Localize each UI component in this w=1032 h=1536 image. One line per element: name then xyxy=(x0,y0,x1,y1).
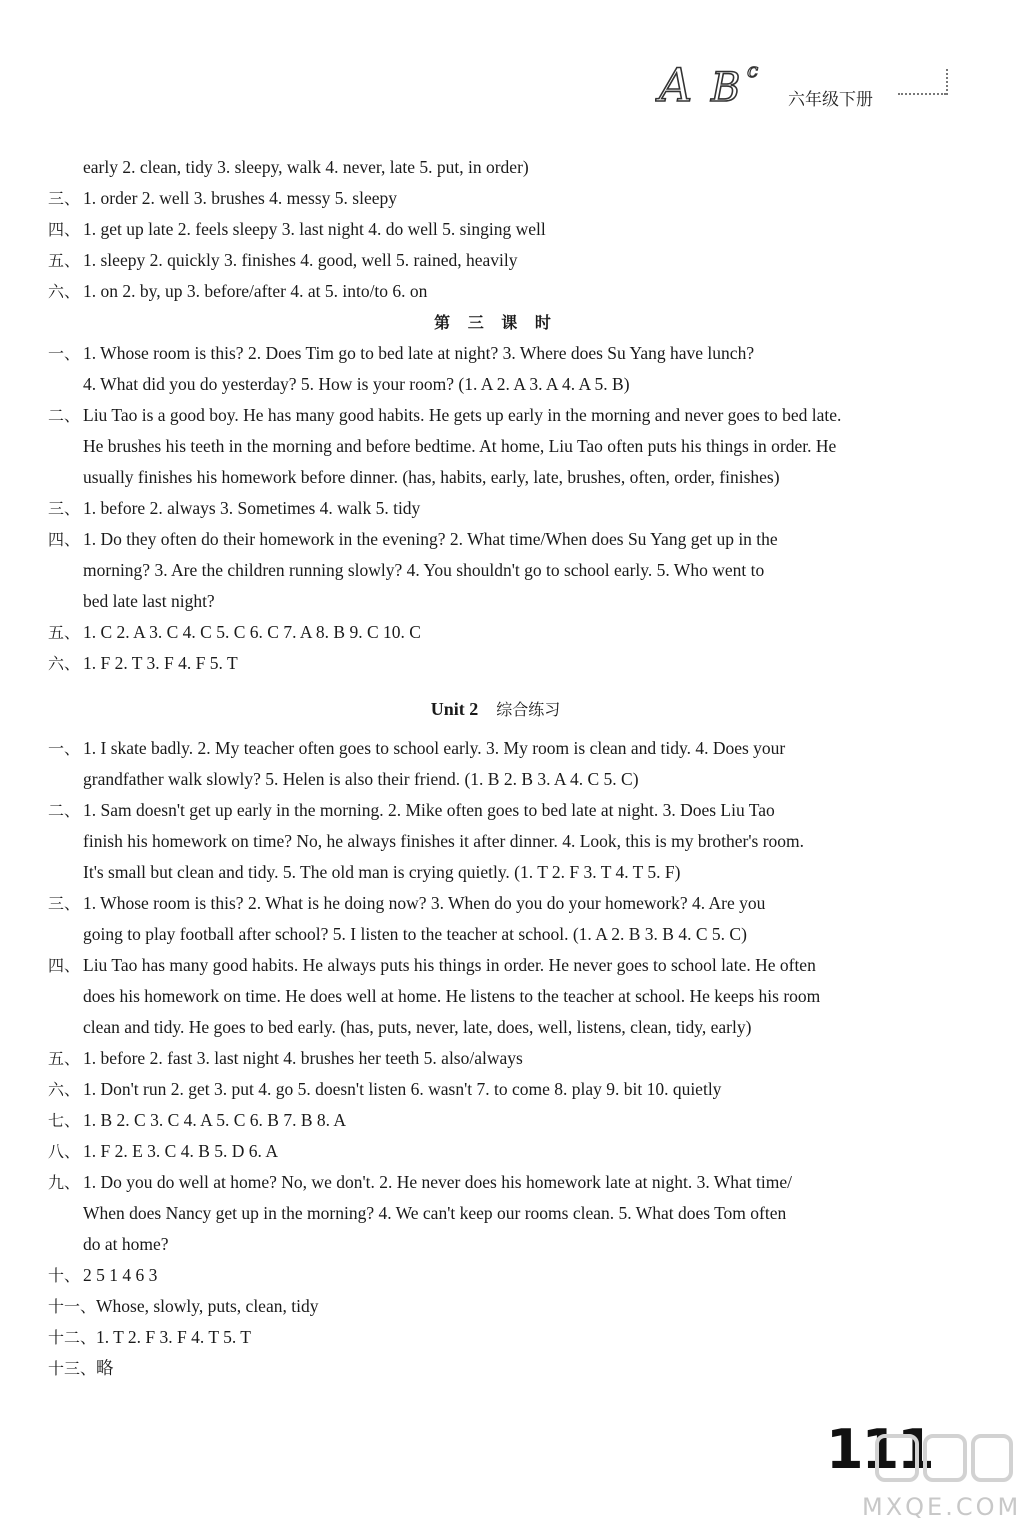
ab-logo-icon xyxy=(655,55,785,110)
svg-text:A: A xyxy=(659,58,693,110)
answer-line: 十三、 略 xyxy=(48,1358,114,1378)
answer-line: grandfather walk slowly? 5. Helen is also their friend. (1. B 2. B 3. A 4. C 5. C) xyxy=(83,769,639,789)
answer-line: 二、 1. Sam doesn't get up early in the morning. 2. Mike often goes to bed late at night. 3. Does Liu Tao xyxy=(48,800,775,820)
answer-line: 四、 Liu Tao has many good habits. He always puts his things in order. He never goes to school late. He often xyxy=(48,955,816,975)
answer-line: 五、 1. before 2. fast 3. last night 4. brushes her teeth 5. also/always xyxy=(48,1048,523,1068)
answer-line: 六、 1. Don't run 2. get 3. put 4. go 5. doesn't listen 6. wasn't 7. to come 8. play 9. bit 10. quietly xyxy=(48,1079,722,1099)
answer-line: does his homework on time. He does well at home. He listens to the teacher at school. He keeps his room xyxy=(83,986,821,1006)
answer-line: finish his homework on time? No, he always finishes it after dinner. 4. Look, this is my brother's room. xyxy=(83,831,805,851)
answer-line: 三、 1. Whose room is this? 2. What is he doing now? 3. When do you do your homework? 4. Are you xyxy=(48,893,766,913)
answer-line: 五、 1. C 2. A 3. C 4. C 5. C 6. C 7. A 8. B 9. C 10. C xyxy=(48,622,421,642)
lesson-heading: 第 三 课 时 xyxy=(434,313,557,332)
answer-line: do at home? xyxy=(83,1234,169,1254)
answer-line: early 2. clean, tidy 3. sleepy, walk 4. never, late 5. put, in order) xyxy=(83,157,529,177)
answer-line: morning? 3. Are the children running slowly? 4. You shouldn't go to school early. 5. Who went to xyxy=(83,560,765,580)
answer-line: usually finishes his homework before dinner. (has, habits, early, late, brushes, often, order, finishes) xyxy=(83,467,780,487)
answer-line: When does Nancy get up in the morning? 4. We can't keep our rooms clean. 5. What does Tom often xyxy=(83,1203,787,1223)
unit-title: Unit 2 xyxy=(430,699,479,719)
answer-line: 六、 1. on 2. by, up 3. before/after 4. at 5. into/to 6. on xyxy=(48,281,428,301)
unit-subtitle: 综合练习 xyxy=(496,700,561,719)
header-dotted-edge xyxy=(946,69,948,95)
answer-line: 4. What did you do yesterday? 5. How is your room? (1. A 2. A 3. A 4. A 5. B) xyxy=(83,374,630,394)
answer-line: 五、 1. sleepy 2. quickly 3. finishes 4. good, well 5. rained, heavily xyxy=(48,250,518,270)
answer-line: 二、 Liu Tao is a good boy. He has many good habits. He gets up early in the morning and never goes to bed late. xyxy=(48,405,842,425)
answer-line: He brushes his teeth in the morning and before bedtime. At home, Liu Tao often puts his things in order. He xyxy=(83,436,837,456)
answer-line: going to play football after school? 5. I listen to the teacher at school. (1. A 2. B 3. B 4. C 5. C) xyxy=(83,924,747,944)
header-dotted-line xyxy=(898,93,946,95)
page-number: 111 xyxy=(826,1418,933,1481)
answer-line: 四、 1. Do they often do their homework in the evening? 2. What time/When does Su Yang get up in the xyxy=(48,529,778,549)
answer-line: bed late last night? xyxy=(83,591,215,611)
page-header xyxy=(655,55,955,115)
answer-line: It's small but clean and tidy. 5. The old man is crying quietly. (1. T 2. F 3. T 4. T 5. F) xyxy=(83,862,681,882)
svg-text:B: B xyxy=(711,65,741,110)
answer-line: 四、 1. get up late 2. feels sleepy 3. last night 4. do well 5. singing well xyxy=(48,219,546,239)
answer-line: 十一、 Whose, slowly, puts, clean, tidy xyxy=(48,1296,319,1316)
answer-line: 九、 1. Do you do well at home? No, we don't. 2. He never does his homework late at night. 3. What time/ xyxy=(48,1172,792,1192)
answer-line: 六、 1. F 2. T 3. F 4. F 5. T xyxy=(48,653,238,673)
watermark-logo-icon xyxy=(875,1430,1015,1486)
answer-line: 七、 1. B 2. C 3. C 4. A 5. C 6. B 7. B 8. A xyxy=(48,1110,347,1130)
unit-heading xyxy=(48,694,943,725)
watermark-text: MXQE.COM xyxy=(862,1493,1022,1521)
answer-line: 一、 1. I skate badly. 2. My teacher often goes to school early. 3. My room is clean and tidy. 4. Does your xyxy=(48,738,786,758)
answer-line: clean and tidy. He goes to bed early. (has, puts, never, late, does, well, listens, clean, tidy, early) xyxy=(83,1017,752,1037)
svg-text:c: c xyxy=(747,58,759,82)
answer-line: 十二、 1. T 2. F 3. F 4. T 5. T xyxy=(48,1327,251,1347)
answer-line: 十、 2 5 1 4 6 3 xyxy=(48,1265,158,1285)
answer-line: 三、 1. order 2. well 3. brushes 4. messy 5. sleepy xyxy=(48,188,397,208)
grade-label: 六年级下册 xyxy=(788,90,873,110)
answer-line: 一、 1. Whose room is this? 2. Does Tim go to bed late at night? 3. Where does Su Yang have lunch? xyxy=(48,343,755,363)
answer-content xyxy=(48,152,943,1384)
answer-line: 八、 1. F 2. E 3. C 4. B 5. D 6. A xyxy=(48,1141,278,1161)
answer-line: 三、 1. before 2. always 3. Sometimes 4. walk 5. tidy xyxy=(48,498,421,518)
